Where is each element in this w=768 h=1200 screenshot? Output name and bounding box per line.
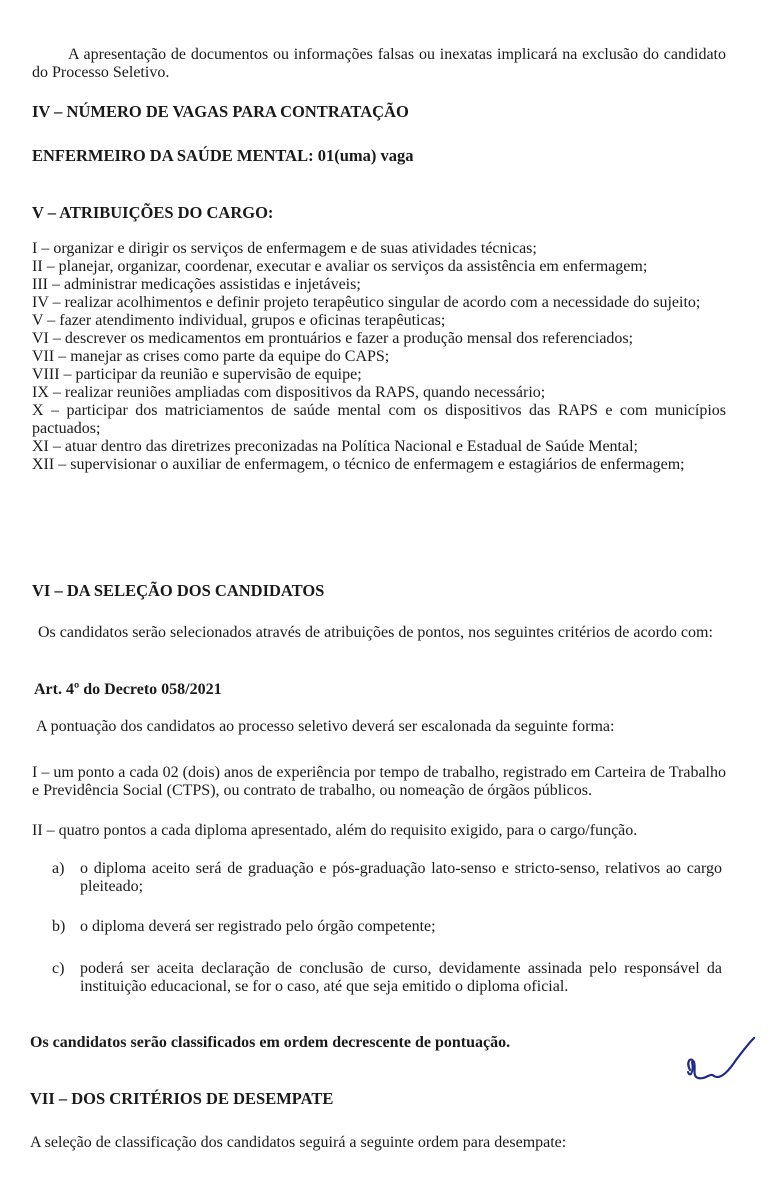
subitem-letter: a) [52, 860, 65, 877]
selection-intro: Os candidatos serão selecionados através de atribuições de pontos, nos seguintes critérios de acordo com: [38, 624, 713, 641]
duty-item: VIII – participar da reunião e supervisão de equipe; [32, 366, 362, 383]
duty-item: XII – supervisionar o auxiliar de enfermagem, o técnico de enfermagem e estagiários de enfermagem; [32, 456, 685, 473]
intro-paragraph: A apresentação de documentos ou informações falsas ou inexatas implicará na exclusão do candidato do Processo Seletivo. [32, 46, 726, 81]
section-7-heading: VII – DOS CRITÉRIOS DE DESEMPATE [30, 1089, 334, 1108]
duty-item: IX – realizar reuniões ampliadas com dispositivos da RAPS, quando necessário; [32, 384, 546, 401]
subitem-text: poderá ser aceita declaração de conclusão de curso, devidamente assinada pelo responsável da instituição educacional, se for o caso, até que seja emitido o diploma oficial. [80, 960, 722, 995]
section-6-heading: VI – DA SELEÇÃO DOS CANDIDATOS [32, 581, 325, 600]
subitem-c [52, 960, 722, 996]
subitem-text: o diploma deverá ser registrado pelo órgão competente; [80, 918, 436, 935]
subitem-b [52, 918, 722, 936]
duties-list [32, 240, 726, 474]
duty-item: III – administrar medicações assistidas e injetáveis; [32, 276, 361, 293]
duty-item: X – participar dos matriciamentos de saúde mental com os dispositivos das RAPS e com municípios pactuados; [32, 402, 726, 437]
duty-item: I – organizar e dirigir os serviços de enfermagem e de suas atividades técnicas; [32, 240, 537, 257]
vacancy-line: ENFERMEIRO DA SAÚDE MENTAL: 01(uma) vaga [32, 146, 414, 165]
subitem-letter: b) [52, 918, 66, 935]
handwritten-signature [680, 1032, 760, 1087]
decree-article: Art. 4º do Decreto 058/2021 [34, 681, 222, 698]
duty-item: IV – realizar acolhimentos e definir projeto terapêutico singular de acordo com a necessidade do sujeito; [32, 294, 701, 311]
subitem-letter: c) [52, 960, 65, 977]
duty-item: XI – atuar dentro das diretrizes preconizadas na Política Nacional e Estadual de Saúde Mental; [32, 438, 638, 455]
scoring-item-1: I – um ponto a cada 02 (dois) anos de experiência por tempo de trabalho, registrado em Carteira de Trabalho e Previdência Social (CTPS), ou contrato de trabalho, ou nomeação de órgãos públicos. [32, 764, 726, 799]
tiebreak-text: A seleção de classificação dos candidatos seguirá a seguinte ordem para desempate: [30, 1134, 567, 1151]
scoring-item-2: II – quatro pontos a cada diploma apresentado, além do requisito exigido, para o cargo/função. [32, 822, 638, 839]
classification-note: Os candidatos serão classificados em ordem decrescente de pontuação. [30, 1034, 511, 1051]
subitem-text: o diploma aceito será de graduação e pós-graduação lato-senso e stricto-senso, relativos ao cargo pleiteado; [80, 860, 722, 895]
duty-item: VI – descrever os medicamentos em prontuários e fazer a produção mensal dos referenciados; [32, 330, 634, 347]
section-4-heading: IV – NÚMERO DE VAGAS PARA CONTRATAÇÃO [32, 102, 409, 121]
scoring-intro: A pontuação dos candidatos ao processo seletivo deverá ser escalonada da seguinte forma: [36, 718, 615, 735]
duty-item: II – planejar, organizar, coordenar, executar e avaliar os serviços da assistência em enfermagem; [32, 258, 648, 275]
duty-item: VII – manejar as crises como parte da equipe do CAPS; [32, 348, 390, 365]
duty-item: V – fazer atendimento individual, grupos e oficinas terapêuticas; [32, 312, 446, 329]
subitem-a [52, 860, 722, 896]
section-5-heading: V – ATRIBUIÇÕES DO CARGO: [32, 203, 274, 222]
